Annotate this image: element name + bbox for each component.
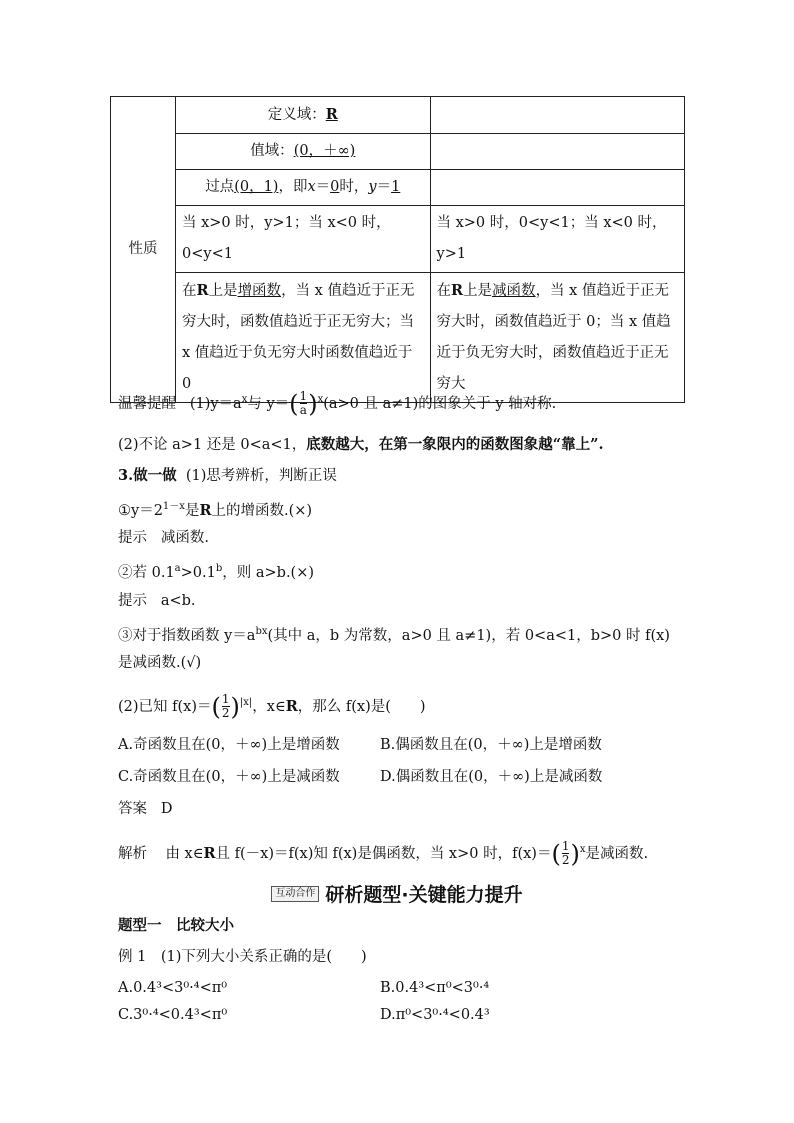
option-a: A.奇函数且在(0，＋∞)上是增函数 xyxy=(118,737,340,753)
tip-label: 温馨提醒 xyxy=(118,395,176,412)
hint-2: 提示 a<b. xyxy=(118,593,196,609)
section-header xyxy=(0,880,794,907)
fraction: $\frac{1}{a}$ xyxy=(299,389,308,418)
empty-cell xyxy=(430,134,685,170)
example-option-b: B.0.4³<π⁰<3⁰·⁴ xyxy=(380,980,490,996)
range-cell: 值域：(0，＋∞) xyxy=(176,134,431,170)
option-d: D.偶函数且在(0，＋∞)上是减函数 xyxy=(380,769,603,785)
practice-heading: 3.做一做 (1)思考辨析，判断正误 xyxy=(118,467,337,484)
answer-line: 答案 D xyxy=(118,801,173,817)
fraction: $\frac{1}{2}$ xyxy=(561,839,570,868)
question-3-line-2: 是减函数.(√) xyxy=(118,655,202,671)
example-option-c: C.3⁰·⁴<0.4³<π⁰ xyxy=(118,1007,228,1023)
table-row-label: 性质 xyxy=(111,97,176,403)
analysis-line: 解析 由 x∈R且 f(－x)＝f(x)知 f(x)是偶函数，当 x>0 时，f(x)＝( $\frac{1}{2}$ )$^x$是减函数. xyxy=(118,839,649,868)
monotonic-left-cell: 在R上是增函数，当 x 值趋近于正无穷大时，函数值趋近于正无穷大；当 x 值趋近于负无穷大时函数值趋近于 0 xyxy=(176,273,431,403)
tip-line-1: 温馨提醒 $(1)y=a^x$与 y＝( $\frac{1}{a}$ )$^x$(a>0 且 a≠1)的图象关于 y 轴对称. xyxy=(118,389,557,418)
domain-cell: 定义域：R xyxy=(176,97,431,134)
hint-1: 提示 减函数. xyxy=(118,530,209,546)
example-option-a: A.0.4³<3⁰·⁴<π⁰ xyxy=(118,980,228,996)
example-option-d: D.π⁰<3⁰·⁴<0.4³ xyxy=(380,1007,490,1023)
value-range-right-cell: 当 x>0 时，0<y<1；当 x<0 时，y>1 xyxy=(430,206,685,273)
monotonic-right-cell: 在R上是减函数，当 x 值趋近于正无穷大时，函数值趋近于 0；当 x 值趋近于负无穷大时，函数值趋近于正无穷大 xyxy=(430,273,685,403)
question-3-line-1: ③对于指数函数 $y=a^{bx}$(其中 a，b 为常数，a>0 且 a≠1)，若 0<a<1，b>0 时 f(x) xyxy=(118,626,670,644)
question-1: $①y=2^{1-x}$是R上的增函数.(×) xyxy=(118,501,313,519)
empty-cell xyxy=(430,97,685,134)
section-title: 研析题型·关键能力提升 xyxy=(325,884,523,906)
example-1: 例 1 (1)下列大小关系正确的是( ) xyxy=(118,949,367,965)
option-b: B.偶函数且在(0，＋∞)上是增函数 xyxy=(380,737,602,753)
tip-line-2: (2)不论 a>1 还是 0<a<1，底数越大，在第一象限内的函数图象越“靠上”. xyxy=(118,436,604,453)
fraction: $\frac{1}{2}$ xyxy=(221,692,230,721)
empty-cell xyxy=(430,170,685,206)
question-4: (2)已知 f(x)＝( $\frac{1}{2}$ )$^{|x|}$，x∈R，那么 f(x)是( ) xyxy=(118,692,426,721)
section-badge: 互动合作 xyxy=(271,886,319,902)
type-heading: 题型一 比较大小 xyxy=(118,917,234,934)
fixed-point-cell: 过点(0，1)，即x＝0时，y＝1 xyxy=(176,170,431,206)
option-c: C.奇函数且在(0，＋∞)上是减函数 xyxy=(118,769,340,785)
exponential-properties-table xyxy=(110,96,685,403)
question-2: ②若 0.1$^a$>0.1$^b$，则 a>b.(×) xyxy=(118,563,315,581)
value-range-left-cell: 当 x>0 时，y>1；当 x<0 时，0<y<1 xyxy=(176,206,431,273)
